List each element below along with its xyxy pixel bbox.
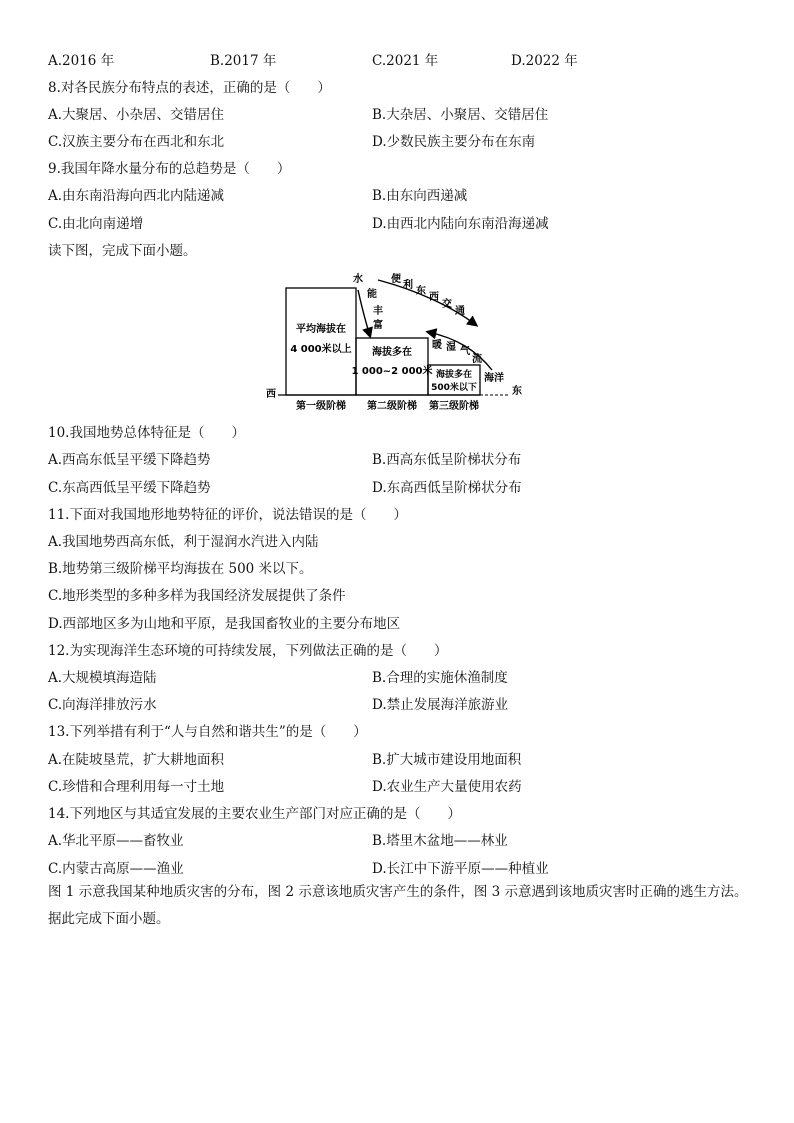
- q10-stem: 10.我国地势总体特征是（ ）: [48, 425, 245, 441]
- q14-option-a: A.华北平原——畜牧业: [48, 833, 184, 849]
- west-label: 西: [266, 389, 276, 400]
- step3-label-line1: 海拔多在: [435, 370, 473, 380]
- q13-option-c: C.珍惜和合理利用每一寸土地: [48, 779, 225, 795]
- q13-stem: 13.下列举措有利于“人与自然和谐共生”的是（ ）: [48, 724, 367, 740]
- q11-option-b: B.地势第三级阶梯平均海拔在 500 米以下。: [48, 561, 313, 577]
- ocean-label: 海洋: [484, 373, 504, 384]
- water-char-3: 丰: [373, 306, 383, 317]
- q10-option-c: C.东高西低呈平缓下降趋势: [48, 480, 211, 496]
- q7-option-b: B.2017 年: [210, 53, 277, 69]
- q12-option-d: D.禁止发展海洋旅游业: [372, 697, 509, 713]
- q14-stem: 14.下列地区与其适宜发展的主要农业生产部门对应正确的是（ ）: [48, 806, 461, 822]
- q11-option-c: C.地形类型的多种多样为我国经济发展提供了条件: [48, 588, 346, 604]
- q9-option-c: C.由北向南递增: [48, 216, 144, 232]
- tier1-label: 第一级阶梯: [296, 401, 346, 412]
- q7-option-c: C.2021 年: [372, 53, 439, 69]
- q14-option-c: C.内蒙古高原——渔业: [48, 861, 184, 877]
- q13-option-a: A.在陡坡垦荒，扩大耕地面积: [48, 752, 225, 768]
- q11-option-a: A.我国地势西高东低，利于湿润水汽进入内陆: [48, 534, 319, 550]
- step2-label-line1: 海拔多在: [372, 347, 412, 358]
- q11-stem: 11.下面对我国地形地势特征的评价，说法错误的是（ ）: [48, 507, 407, 523]
- water-char-1: 水: [353, 274, 363, 285]
- q12-option-a: A.大规模填海造陆: [48, 670, 157, 686]
- tier3-label: 第三级阶梯: [429, 401, 479, 412]
- terrain-staircase-svg: [266, 268, 536, 416]
- q9-option-b: B.由东向西递减: [372, 188, 468, 204]
- q13-option-b: B.扩大城市建设用地面积: [372, 752, 522, 768]
- traffic-char-1: 便: [391, 274, 401, 285]
- q9-stem: 9.我国年降水量分布的总趋势是（ ）: [48, 161, 291, 177]
- water-char-2: 能: [367, 289, 377, 300]
- q9-option-a: A.由东南沿海向西北内陆递减: [48, 188, 225, 204]
- q7-option-d: D.2022 年: [511, 53, 578, 69]
- closing-instruction: 图 1 示意我国某种地质灾害的分布，图 2 示意该地质灾害产生的条件，图 3 示意遇到该地质灾害时正确的逃生方法。据此完成下面小题。: [48, 884, 748, 927]
- terrain-staircase-diagram: [266, 268, 536, 416]
- q9-option-d: D.由西北内陆向东南沿海递减: [372, 216, 549, 232]
- step1-label-line2: 4 000米以上: [290, 344, 352, 355]
- q10-option-b: B.西高东低呈阶梯状分布: [372, 452, 522, 468]
- q10-option-d: D.东高西低呈阶梯状分布: [372, 480, 522, 496]
- traffic-char-6: 通: [455, 306, 465, 317]
- traffic-char-4: 西: [429, 292, 439, 303]
- q10-option-a: A.西高东低呈平缓下降趋势: [48, 452, 211, 468]
- step1-label-line1: 平均海拔在: [296, 324, 346, 335]
- step3-label-line2: 500米以下: [431, 383, 477, 393]
- traffic-char-5: 交: [442, 299, 452, 310]
- q8-option-c: C.汉族主要分布在西北和东北: [48, 134, 225, 150]
- q8-option-d: D.少数民族主要分布在东南: [372, 134, 536, 150]
- water-char-4: 富: [373, 320, 383, 331]
- q12-option-c: C.向海洋排放污水: [48, 697, 157, 713]
- q13-option-d: D.农业生产大量使用农药: [372, 779, 522, 795]
- q8-option-b: B.大杂居、小聚居、交错居住: [372, 107, 549, 123]
- q8-stem: 8.对各民族分布特点的表述，正确的是（ ）: [48, 80, 331, 96]
- q11-option-d: D.西部地区多为山地和平原，是我国畜牧业的主要分布地区: [48, 616, 401, 632]
- traffic-char-2: 利: [403, 280, 413, 291]
- q7-option-a: A.2016 年: [48, 53, 115, 69]
- east-label: 东: [512, 386, 522, 397]
- diagram-intro: 读下图，完成下面小题。: [48, 243, 197, 259]
- air-char-1: 暖: [432, 340, 442, 351]
- step2-label-line2: 1 000~2 000米: [351, 366, 433, 377]
- air-char-3: 气: [460, 346, 470, 357]
- air-char-2: 湿: [446, 342, 456, 353]
- q12-stem: 12.为实现海洋生态环境的可持续发展，下列做法正确的是（ ）: [48, 643, 448, 659]
- air-char-4: 流: [472, 354, 482, 365]
- q14-option-d: D.长江中下游平原——种植业: [372, 861, 549, 877]
- tier2-label: 第二级阶梯: [367, 401, 417, 412]
- q8-option-a: A.大聚居、小杂居、交错居住: [48, 107, 225, 123]
- q14-option-b: B.塔里木盆地——林业: [372, 833, 508, 849]
- traffic-char-3: 东: [416, 286, 426, 297]
- q12-option-b: B.合理的实施休渔制度: [372, 670, 508, 686]
